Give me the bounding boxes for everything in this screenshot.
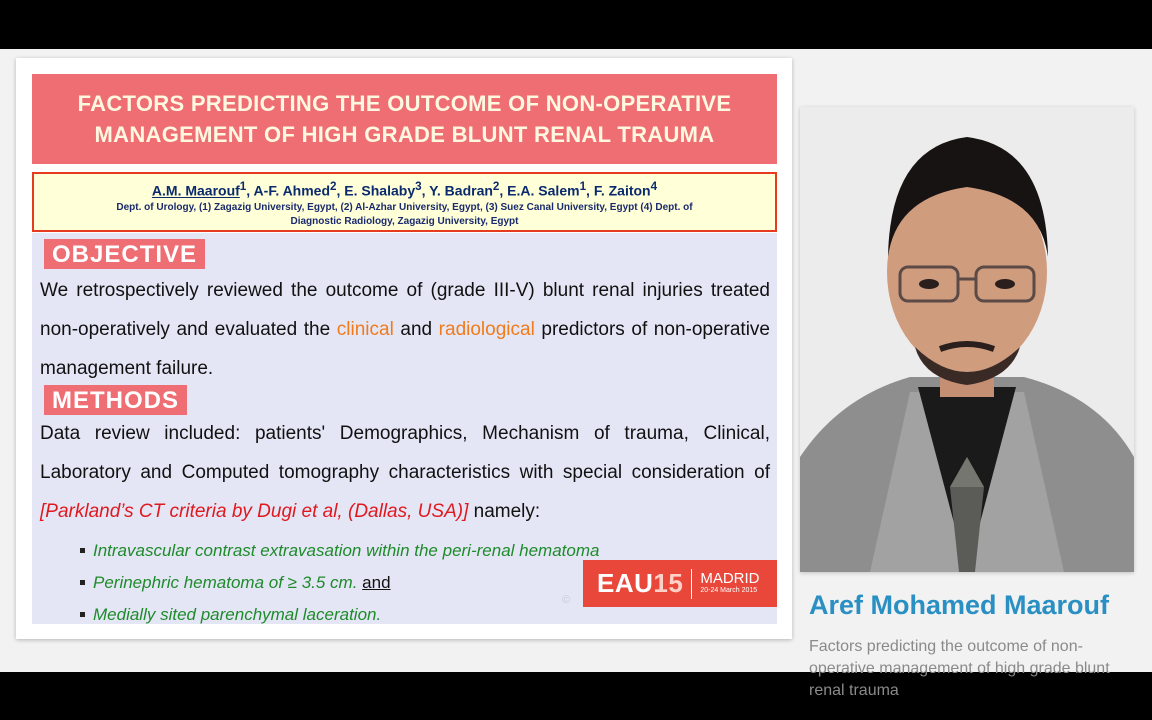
- speaker-photo: [800, 107, 1134, 572]
- eau-city: [700, 569, 760, 596]
- authors-line: [34, 180, 775, 199]
- authors-box: [32, 172, 777, 232]
- author: , A-F. Ahmed: [246, 182, 331, 199]
- criteria-list: [80, 535, 599, 631]
- city-label: MADRID: [700, 569, 760, 587]
- copyright-mark: ©: [562, 594, 571, 606]
- author-sup: 3: [415, 180, 422, 193]
- author: , Y. Badran: [421, 182, 493, 199]
- eau-label: EAU: [597, 568, 654, 598]
- list-item: [80, 567, 599, 599]
- author-sup: 1: [579, 180, 587, 193]
- author: , E. Shalaby: [336, 182, 416, 199]
- slide-title-line2: MANAGEMENT OF HIGH GRADE BLUNT RENAL TRAUMA: [94, 122, 715, 147]
- author: , F. Zaiton: [586, 182, 651, 199]
- objective-label: OBJECTIVE: [44, 239, 205, 269]
- author-sup: 2: [492, 180, 500, 193]
- author-sup: 1: [239, 180, 247, 193]
- methods-text-part: namely:: [468, 501, 541, 522]
- author: , E.A. Salem: [499, 182, 580, 199]
- list-item: [80, 599, 599, 631]
- affiliation-line2: Diagnostic Radiology, Zagazig University, Egypt: [290, 215, 519, 227]
- methods-text: [40, 414, 770, 531]
- objective-text-part: and: [393, 319, 439, 340]
- objective-text-part: predictors of non-operative management failure.: [40, 319, 771, 379]
- affiliation-line1: Dept. of Urology, (1) Zagazig University, Egypt, (2) Al-Azhar University, Egypt, (3) Suez Canal University, Egypt (4) Dept. of: [116, 201, 693, 213]
- first-author: A.M. Maarouf: [151, 182, 240, 199]
- eau-logo-text: [597, 568, 683, 599]
- methods-text-part: Data review included: patients' Demographics, Mechanism of trauma, Clinical, Laboratory and Computed tomography characteristics with special consideration of: [40, 423, 770, 483]
- logo-divider: [691, 569, 692, 599]
- eau15-logo: [583, 560, 777, 607]
- objective-text-part: We retrospectively reviewed the outcome of (grade III-V) blunt renal injuries treated non-operatively and evaluated the: [40, 280, 770, 340]
- list-item-text: Intravascular contrast extravasation within the peri-renal hematoma: [93, 541, 600, 560]
- speaker-name: Aref Mohamed Maarouf: [809, 590, 1110, 620]
- video-stage: [0, 49, 1152, 699]
- parkland-criteria: [Parkland’s CT criteria by Dugi et al, (Dallas, USA)]: [40, 501, 469, 522]
- list-item-text: Perinephric hematoma of ≥ 3.5 cm.: [93, 573, 363, 592]
- affiliations: [34, 201, 775, 229]
- list-item-and: and: [362, 573, 391, 592]
- list-item: [80, 535, 599, 567]
- author-sup: 4: [650, 180, 658, 193]
- objective-text: [40, 271, 770, 388]
- eau-year: 15: [653, 568, 684, 598]
- slide: [16, 58, 792, 639]
- event-dates: 20-24 March 2015: [700, 586, 758, 594]
- author-sup: 2: [330, 180, 337, 193]
- talk-title: Factors predicting the outcome of non-operative management of high grade blunt renal trauma: [809, 638, 1110, 699]
- list-item-text: Medially sited parenchymal laceration.: [93, 605, 382, 624]
- highlight-clinical: clinical: [336, 319, 394, 340]
- speaker-portrait-image: [800, 107, 1134, 572]
- slide-title-line1: FACTORS PREDICTING THE OUTCOME OF NON-OPERATIVE: [77, 91, 732, 116]
- highlight-radiological: radiological: [438, 319, 535, 340]
- slide-title-banner: [32, 74, 777, 164]
- methods-label: METHODS: [44, 385, 187, 415]
